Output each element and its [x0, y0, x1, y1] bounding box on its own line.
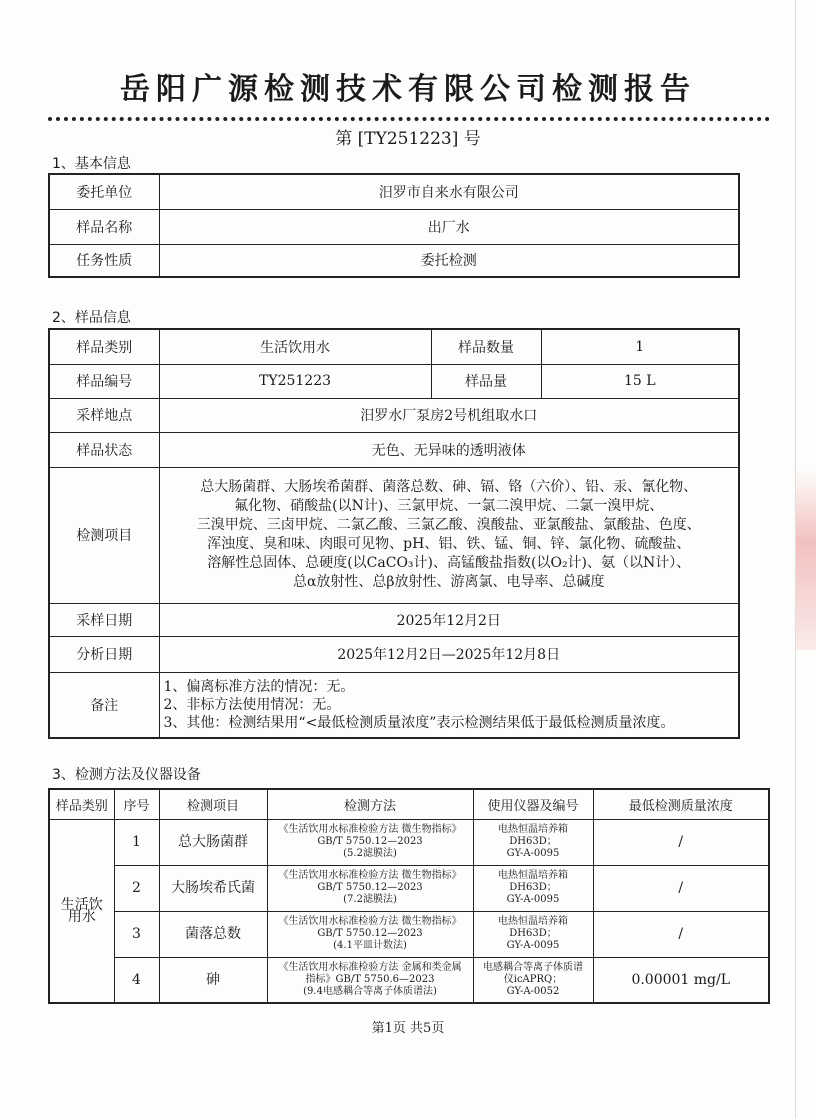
- instrument-line: 电热恒温培养箱: [498, 870, 568, 881]
- table-row: [49, 911, 769, 957]
- client-label: 委托单位: [49, 174, 159, 209]
- instrument-line: GY-A-0095: [506, 894, 560, 905]
- col-header: 序号: [114, 789, 159, 819]
- col-header: 检测方法: [267, 789, 473, 819]
- test-items-value: [159, 467, 739, 603]
- page-footer: 第1页 共5页: [371, 1021, 445, 1036]
- row-instrument: [473, 865, 593, 911]
- instrument-line: GY-A-0095: [506, 940, 560, 951]
- col-header: 使用仪器及编号: [473, 789, 593, 819]
- location-value: 汨罗水厂泵房2号机组取水口: [159, 398, 739, 432]
- sample-id-label: 样品编号: [49, 364, 159, 398]
- instrument-line: DH63D；: [509, 882, 557, 893]
- col-header: 最低检测质量浓度: [593, 789, 769, 819]
- report-number: 第 [TY251223] 号: [335, 129, 481, 149]
- table-row: [49, 467, 739, 603]
- table-row: [49, 865, 769, 911]
- row-method: [267, 911, 473, 957]
- row-item: 菌落总数: [159, 911, 267, 957]
- row-number: 2: [114, 865, 159, 911]
- task-nature-label: 任务性质: [49, 244, 159, 277]
- row-method: [267, 819, 473, 865]
- section-sample-heading: 2、样品信息: [52, 310, 131, 326]
- row-instrument: [473, 957, 593, 1003]
- method-line: (7.2滤膜法): [343, 894, 397, 905]
- table-row: [49, 174, 739, 209]
- instrument-line: 电热恒温培养箱: [498, 824, 568, 835]
- row-method: [267, 865, 473, 911]
- method-line: 《生活饮用水标准检验方法 金属和类金属: [278, 961, 462, 973]
- location-label: 采样地点: [49, 398, 159, 432]
- sample-name-value: 出厂水: [159, 209, 739, 244]
- method-line: 《生活饮用水标准检验方法 微生物指标》: [278, 824, 462, 835]
- note-line: 2、非标方法使用情况：无。: [163, 696, 341, 713]
- report-title: 岳阳广源检测技术有限公司检测报告: [120, 72, 696, 107]
- test-items-line: 总大肠菌群、大肠埃希菌群、菌落总数、砷、镉、铬（六价）、铅、汞、氰化物、: [200, 479, 698, 495]
- amount-value: 15 L: [541, 364, 739, 398]
- row-instrument: [473, 911, 593, 957]
- row-limit: /: [593, 819, 769, 865]
- instrument-line: GY-A-0095: [506, 848, 560, 859]
- title-divider: [48, 117, 770, 121]
- category-value: 生活饮用水: [159, 329, 431, 364]
- test-items-label: 检测项目: [49, 467, 159, 603]
- table-header-row: [49, 789, 769, 819]
- instrument-line: DH63D；: [509, 928, 557, 939]
- row-item: 总大肠菌群: [159, 819, 267, 865]
- quantity-label: 样品数量: [431, 329, 541, 364]
- sample-name-label: 样品名称: [49, 209, 159, 244]
- test-items-line: 总α放射性、总β放射性、游离氯、电导率、总碱度: [292, 574, 605, 590]
- test-items-line: 三溴甲烷、三卤甲烷、二氯乙酸、三氯乙酸、溴酸盐、亚氯酸盐、氯酸盐、色度、: [196, 517, 701, 533]
- method-line: GB/T 5750.12—2023: [317, 928, 423, 939]
- method-line: 《生活饮用水标准检验方法 微生物指标》: [278, 870, 462, 881]
- row-limit: /: [593, 911, 769, 957]
- method-line: 《生活饮用水标准检验方法 微生物指标》: [278, 916, 462, 927]
- state-label: 样品状态: [49, 432, 159, 467]
- section-methods-heading: 3、检测方法及仪器设备: [52, 767, 201, 783]
- amount-label: 样品量: [431, 364, 541, 398]
- methods-table: [48, 788, 770, 1004]
- note-line: 3、其他：检测结果用“<最低检测质量浓度”表示检测结果低于最低检测质量浓度。: [163, 714, 675, 731]
- sampling-date-value: 2025年12月2日: [159, 603, 739, 636]
- row-method: [267, 957, 473, 1003]
- quantity-value: 1: [541, 329, 739, 364]
- instrument-line: 仪icAPRQ；: [503, 973, 563, 985]
- method-line: GB/T 5750.12—2023: [317, 836, 423, 847]
- row-number: 3: [114, 911, 159, 957]
- table-row: [49, 329, 739, 364]
- table-row: [49, 398, 739, 432]
- sampling-date-label: 采样日期: [49, 603, 159, 636]
- test-items-line: 氟化物、硝酸盐(以N计)、三氯甲烷、一氯二溴甲烷、二氯一溴甲烷、: [234, 498, 664, 514]
- sample-id-value: TY251223: [159, 364, 431, 398]
- method-line: (4.1平皿计数法): [333, 940, 407, 951]
- row-item: 砷: [159, 957, 267, 1003]
- category-label: 样品类别: [49, 329, 159, 364]
- method-line: GB/T 5750.12—2023: [317, 882, 423, 893]
- method-line: (9.4电感耦合等离子体质谱法): [303, 985, 437, 997]
- instrument-line: 电热恒温培养箱: [498, 916, 568, 927]
- client-value: 汨罗市自来水有限公司: [159, 174, 739, 209]
- section-basic-heading: 1、基本信息: [52, 156, 131, 172]
- notes-label: 备注: [49, 672, 159, 738]
- method-line: (5.2滤膜法): [343, 848, 397, 859]
- sample-info-table: [48, 328, 740, 739]
- instrument-line: GY-A-0052: [506, 985, 560, 997]
- seal-stamp-edge: [796, 470, 816, 650]
- analysis-date-label: 分析日期: [49, 636, 159, 672]
- table-row: [49, 432, 739, 467]
- row-limit: 0.00001 mg/L: [593, 957, 769, 1003]
- table-row: [49, 603, 739, 636]
- note-line: 1、偏离标准方法的情况：无。: [163, 678, 355, 695]
- instrument-line: DH63D；: [509, 836, 557, 847]
- row-number: 4: [114, 957, 159, 1003]
- table-row: [49, 819, 769, 865]
- row-limit: /: [593, 865, 769, 911]
- table-row: [49, 957, 769, 1003]
- col-header: 样品类别: [49, 789, 114, 819]
- table-row: [49, 636, 739, 672]
- table-row: [49, 209, 739, 244]
- task-nature-value: 委托检测: [159, 244, 739, 277]
- sample-category-cell: 生活饮用水: [49, 819, 114, 1003]
- analysis-date-value: 2025年12月2日—2025年12月8日: [159, 636, 739, 672]
- test-items-line: 溶解性总固体、总硬度(以CaCO₃计)、高锰酸盐指数(以O₂计)、氨（以N计）、: [207, 555, 691, 571]
- row-item: 大肠埃希氏菌: [159, 865, 267, 911]
- instrument-line: 电感耦合等离子体质谱: [483, 961, 583, 973]
- table-row: [49, 244, 739, 277]
- row-instrument: [473, 819, 593, 865]
- state-value: 无色、无异味的透明液体: [159, 432, 739, 467]
- row-number: 1: [114, 819, 159, 865]
- basic-info-table: [48, 173, 740, 278]
- test-items-line: 浑浊度、臭和味、肉眼可见物、pH、铝、铁、锰、铜、锌、氯化物、硫酸盐、: [207, 536, 691, 552]
- notes-value: [159, 672, 739, 738]
- table-row: [49, 672, 739, 738]
- table-row: [49, 364, 739, 398]
- col-header: 检测项目: [159, 789, 267, 819]
- method-line: 指标》GB/T 5750.6—2023: [305, 973, 435, 985]
